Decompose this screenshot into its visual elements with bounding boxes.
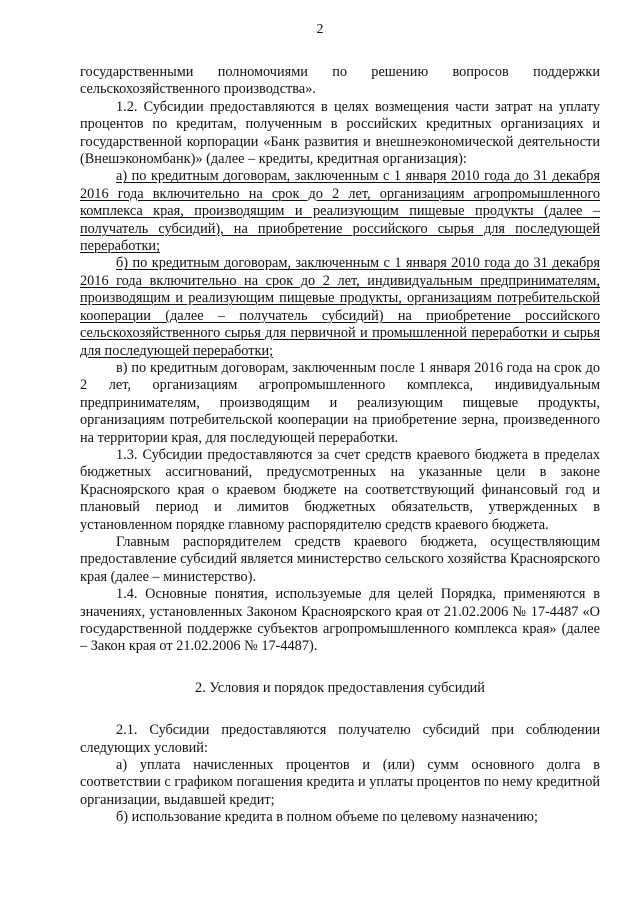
page-number: 2 bbox=[316, 22, 324, 37]
paragraph-1-2-b: б) по кредитным договорам, заключенным с 1 января 2010 года до 31 декабря 2016 года включительно на срок до 2 лет, индивидуальным предпринимателям, производящим и реализующим пищевые продукты, организациям потребительской кооперации (далее – получатель субсидий) на приобретение российского сельскохозяйственного сырья для первичной и промышленной переработки и сырья для последующей переработки; bbox=[80, 255, 600, 359]
paragraph-main-administrator: Главным распорядителем средств краевого бюджета, осуществляющим предоставление субсидий является министерство сельского хозяйства Красноярского края (далее – министерство). bbox=[80, 533, 600, 585]
paragraph-1-4: 1.4. Основные понятия, используемые для целей Порядка, применяются в значениях, установленных Законом Красноярского края от 21.02.2006 № 17-4487 «О государственной поддержке субъектов агропромышленного комплекса края» (далее – Закон края от 21.02.2006 № 17-4487). bbox=[80, 586, 600, 655]
paragraph-2-1-b: б) использование кредита в полном объеме по целевому назначению; bbox=[116, 809, 538, 826]
section-heading: 2. Условия и порядок предоставления субсидий bbox=[195, 679, 485, 696]
paragraph-1-2-a: а) по кредитным договорам, заключенным с 1 января 2010 года до 31 декабря 2016 года включительно на срок до 2 лет, организациям агропромышленного комплекса края, производящим и реализующим пищевые продукты (далее – получатель субсидий), на приобретение российского сырья для последующей переработки; bbox=[80, 168, 600, 255]
paragraph-1-3: 1.3. Субсидии предоставляются за счет средств краевого бюджета в пределах бюджетных ассигнований, предусмотренных на указанные цели в законе Красноярского края о краевом бюджете на соответствующий финансовый год и плановый период и лимитов бюджетных обязательств, утвержденных в установленном порядке главному распорядителю средств краевого бюджета. bbox=[80, 446, 600, 533]
paragraph-2-1-a: а) уплата начисленных процентов и (или) сумм основного долга в соответствии с графиком погашения кредита и уплаты процентов по нему кредитной организации, выдавшей кредит; bbox=[80, 757, 600, 808]
paragraph-1-2: 1.2. Субсидии предоставляются в целях возмещения части затрат на уплату процентов по кредитам, полученным в российских кредитных организациях и государственной корпорации «Банк развития и внешнеэкономической деятельности (Внешэкономбанк)» (далее – кредиты, кредитная организация): bbox=[80, 98, 600, 168]
paragraph-intro: государственными полномочиями по решению вопросов поддержки сельскохозяйственного производства». bbox=[80, 64, 600, 98]
paragraph-2-1: 2.1. Субсидии предоставляются получателю субсидий при соблюдении следующих условий: bbox=[80, 722, 600, 756]
document-body bbox=[80, 64, 600, 827]
paragraph-1-2-c: в) по кредитным договорам, заключенным после 1 января 2016 года на срок до 2 лет, организациям агропромышленного комплекса, индивидуальным предпринимателям, производящим и реализующим пищевые продукты, организациям потребительской кооперации на приобретение зерна, произведенного на территории края, для последующей переработки. bbox=[80, 359, 600, 446]
